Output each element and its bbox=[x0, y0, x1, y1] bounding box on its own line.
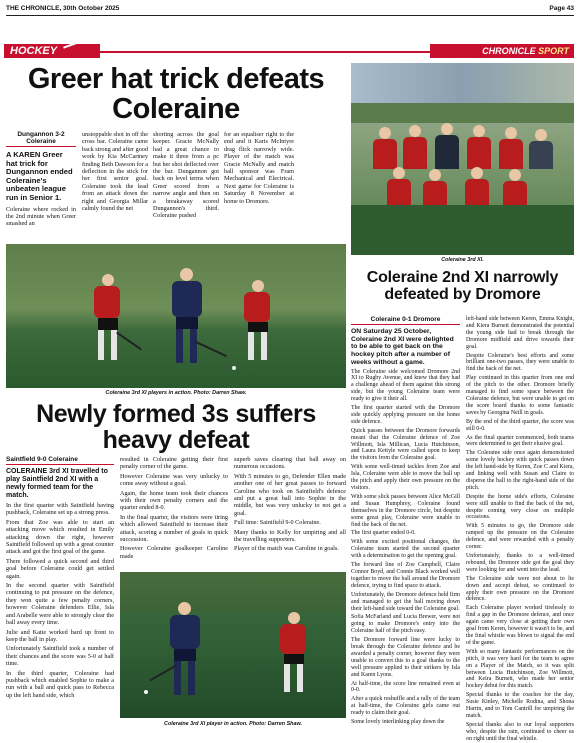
story1-col1 bbox=[6, 131, 76, 228]
story3-para: The first quarter ended 0-0. bbox=[351, 530, 416, 537]
story3-para: The first quarter started with the Dromore side quickly applying pressure on the home side defence. bbox=[351, 405, 460, 425]
story1-col2: unstoppable shot in off the cross bar. Coleraine came back strong and after good work by Kia McCartney finding Beth Dawson for a deflection in the stick for her first senior goal. Coleraine took the lead from an attack down the right and Georgia Millar calmly found the net bbox=[82, 131, 148, 213]
photo-trees bbox=[351, 103, 574, 123]
story2-para: resulted in Coleraine getting their first penalty corner of the game. bbox=[120, 456, 228, 471]
story2-para: In the second quarter with Saintfield continuing to put pressure on the defence, they won quite a few penalty corners, however Coleraine defenders Ellie, Isla and Arabelle were able to strongly clear the ball away every time. bbox=[6, 582, 114, 627]
team-photo-caption: Coleraine 3rd XI. bbox=[441, 257, 484, 263]
story3-para: The Coleraine side once again demonstrated some lovely hockey with quick passes down the left hand-side by Keren, Zoe C and Kiera, and linking well with Susan and Claire to disperse the ball to the right-hand side of the pitch. bbox=[466, 450, 574, 491]
story3-para: After a quick reshuffle and a rally of the team at half-time, the Coleraine girls came out ready to claim their goal. bbox=[351, 696, 460, 717]
story2-para: Unfortunately Saintfield took a number of their chances and the score was 5-0 at half time. bbox=[6, 645, 114, 668]
story3-para: left-hand side between Keren, Emma Knight, and Kiera Burnett demonstrated the potential the young side had to break through the Dromore midfield and drive towards their goal. bbox=[466, 316, 574, 350]
brand-accent: SPORT bbox=[538, 46, 569, 56]
photo-hedge bbox=[120, 572, 346, 612]
story3-para: The Coleraine side were not about to lie down and accept defeat, so continued to apply their own pressure on the Dromore defence. bbox=[466, 575, 574, 603]
story3-headline: Coleraine 2nd XI narrowly defeated by Dromore bbox=[366, 269, 559, 303]
story3-para: With some slick passes between Alice McGill and Susan Humphrey, Coleraine found themselves in the Dromore circle, but despite some great play, Coleraine were unable to find the back of the net. bbox=[351, 493, 460, 528]
story2-headline: Newly formed 3s suffers heavy defeat bbox=[36, 400, 316, 455]
team-photo bbox=[351, 63, 574, 255]
action-photo-1-caption: Coleraine 3rd XI players in action. Photo: Darren Shaw. bbox=[105, 390, 247, 396]
action-photo-1 bbox=[6, 244, 346, 388]
story1-headline: Greer hat trick defeats Coleraine bbox=[27, 63, 325, 126]
story2-para: However Coleraine goalkeeper Caroline made bbox=[120, 545, 228, 560]
story2-para: Julie and Katie worked hard up front to keep the ball in play. bbox=[6, 628, 114, 643]
photo-turf bbox=[351, 205, 574, 255]
story3-para: Unfortunately, the Dromore defence held firm and managed to get the ball moving down their left-hand side toward the Coleraine goal. bbox=[351, 591, 460, 612]
story3-para: The Coleraine side welcomed Dromore 2nd XI to Rugby Avenue, and knew that they had a challenge ahead of them against this strong side, but the young Coleraine team were ready to give it their all. bbox=[351, 368, 460, 403]
story3-para: Play continued in this quarter from one end of the pitch to the other. Dromore briefly managed to find some space between the Coleraine defence, but were unable to get on the score board thanks to some fantastic saves by Georgina Neill in goals. bbox=[466, 375, 574, 416]
brand-banner bbox=[430, 44, 574, 58]
page-number: Page 43 bbox=[549, 5, 574, 12]
story2-para: In the third quarter, Coleraine had pushback which enabled Sophie to make a run with a ball and quick pass to Rebecca up the left hand side, which bbox=[6, 669, 114, 699]
story3-col1 bbox=[351, 316, 460, 731]
action-photo-2-caption: Coleraine 3rd XI player in action. Photo: Darren Shaw. bbox=[164, 721, 302, 727]
story3-lead: ON Saturday 25 October, Coleraine 2nd XI were delighted to be able to get back on the hockey pitch after a number of weeks without a game. bbox=[351, 328, 454, 366]
story2-col1 bbox=[6, 456, 114, 700]
story3-para: At half-time, the score line remained even at 0-0. bbox=[351, 680, 460, 694]
brand-name: CHRONICLE bbox=[482, 46, 536, 56]
story2-para: Again, the home team took their chances with their own penalty corners and the quarter ended 8-0. bbox=[120, 489, 228, 512]
story3-para: With 5 minutes to go, the Dromore side ramped up the pressure on the Coleraine defence, and were rewarded with a penalty corner. bbox=[466, 523, 574, 551]
story2-para: Many thanks to Kelly for umpiring and all the travelling supporters. bbox=[234, 528, 346, 544]
story3-para: Quick passes between the Dromore forwards meant that the Coleraine defence of Zoe Willmott, Isla Millican, Lucia Hutchinson, and Laura Kettyle were called upon to keep the visitors from the Coleraine goal. bbox=[351, 427, 460, 462]
header-rule bbox=[6, 15, 574, 16]
story2-result: Saintfield 9-0 Coleraine bbox=[6, 456, 114, 465]
story3-para: With so many fantastic performances on the pitch, it was very hard for the team to agree on a Player of the Match, so it was split between Lucia Hutchinson, Zoe Willmott, and Keira Burnett, who made her senior hockey debut for this match. bbox=[466, 648, 574, 690]
action-photo-2 bbox=[120, 572, 346, 718]
hockey-stick-icon bbox=[63, 41, 79, 48]
story2-para: There followed a quick second and third goal before Coleraine could get settled again. bbox=[6, 557, 114, 580]
story3-para: Special thanks also to our loyal supporters who, despite the rain, continued to cheer us on right until the final whistle. bbox=[466, 721, 574, 742]
story3-para: Despite the home side's efforts, Coleraine were still unable to find the back of the net, despite coming very close on multiple occasions. bbox=[466, 493, 574, 521]
story2-para: In the first quarter with Saintfield having pushback, Coleraine set up a strong press. bbox=[6, 502, 114, 517]
story2-lead: COLERAINE 3rd XI travelled to play Saintfield 2nd XI with a newly formed team for the match. bbox=[6, 468, 108, 499]
story2-para: superb saves clearing that ball away on numerous occasions. bbox=[234, 456, 346, 471]
section-label: HOCKEY bbox=[10, 45, 58, 57]
story3-para: Unfortunately, thanks to a well-timed rebound, the Dromore side got the goal they were looking for and went into the lead. bbox=[466, 553, 574, 573]
story3-para: With some well-timed tackles from Zoe and Isla, Coleraine were able to move the ball up the pitch and apply their own pressure on the visitors. bbox=[351, 464, 460, 492]
publication-date: THE CHRONICLE, 30th October 2025 bbox=[6, 5, 120, 12]
story1-col3: shorting across the goal keeper. Gracie McNally had a great chance to make it three from a pc but her shot deflected over the bar. Dungannon got back on level terms when Greer scored from a narrow angle and then on a breakaway scored Dungannon's third. Coleraine pushed bbox=[153, 131, 219, 220]
story1-col4: for an equaliser right to the end and it Karis McIntyre drag flick narrowly wide. Player of the match was Gracie McNally and match ball sponsor was Fram Mechanical and Electrical. Next game for Coleraine is Saturday 8 November at home to Dromore. bbox=[224, 131, 294, 205]
story1-col1-text: Coleraine where rocked in the 2nd minute when Greer smashed an bbox=[6, 205, 76, 228]
story1-result: Dungannon 3-2 Coleraine bbox=[6, 131, 76, 147]
banner-rule bbox=[100, 51, 430, 53]
story3-para: Each Coleraine player worked tirelessly to find a gap in the Dromore defence, and once again came very close at getting their own goal from Keren, however it wasn't to be, and the final whistle was blown to signal the end of the game. bbox=[466, 605, 574, 646]
story2-para: With 5 minutes to go, Defender Ellen made another one of her great passes to forward Caroline who took on Saintfield's defence and put a great ball into Sophie in the middle, but was very unlucky to not get a goal. bbox=[234, 472, 346, 517]
story3-col2 bbox=[466, 316, 574, 742]
story3-para: With some excited positional changes, the Coleraine team started the second quarter with a determination to get the opening goal. bbox=[351, 539, 460, 560]
story2-para: Full time: Saintfield 9-0 Coleraine. bbox=[234, 519, 321, 527]
story2-col3 bbox=[234, 456, 346, 568]
story3-para: Despite Coleraine's best efforts and some brilliant one-two passes, they were unable to find the back of the net. bbox=[466, 352, 574, 373]
page-header bbox=[6, 2, 574, 15]
story3-para: The forward line of Zoe Campbell, Claire Connor Boyd, and Connie Black worked well together to move the ball around the Dromore defence, trying to find space to attack. bbox=[351, 562, 460, 589]
story2-para: However Coleraine was very unlucky to come away without a goal. bbox=[120, 472, 228, 488]
story1-lead: A KAREN Greer hat trick for Dungannon ended Coleraine's unbeaten league run in Senior 1. bbox=[6, 150, 73, 202]
story2-col2 bbox=[120, 456, 228, 568]
story3-para: Some lovely interlinking play down the bbox=[351, 719, 445, 726]
story3-para: The Dromore forward line were lucky to break through the Coleraine defence and be awarded a penalty corner, however they were unable to convert this to a goal thanks to the well pressure applied to their strikers by Isla and Karen Lyons. bbox=[351, 637, 460, 678]
story3-para: As the final quarter commenced, both teams were determined to get their elusive goal. bbox=[466, 434, 574, 448]
story2-para: From that Zoe was able to start an attacking move which resulted in Emily attacking down the right, however Saintfield followed up with a great counter attack and got the first goal of the game. bbox=[6, 518, 114, 556]
story2-para: Player of the match was Caroline in goals. bbox=[234, 545, 339, 553]
story2-para: In the final quarter, the visitors were tiring which allowed Saintfield to increase their attack, scoring a number of goals in quick succession. bbox=[120, 513, 228, 544]
story3-result: Coleraine 0-1 Dromore bbox=[351, 316, 460, 325]
section-banner bbox=[4, 44, 100, 58]
story3-para: Special thanks to the coaches for the day, Susie Kinley, Michelle Rodina, and Shona Harrin, and to Tom Cantrill for umpiring the match. bbox=[466, 692, 574, 719]
story3-para: By the end of the third quarter, the score was still 0-0. bbox=[466, 418, 574, 432]
story3-para: Sofia McFarland and Lucia Brewer, were not going to make Dromore's entry into the Coleraine half of the pitch easy. bbox=[351, 614, 460, 635]
